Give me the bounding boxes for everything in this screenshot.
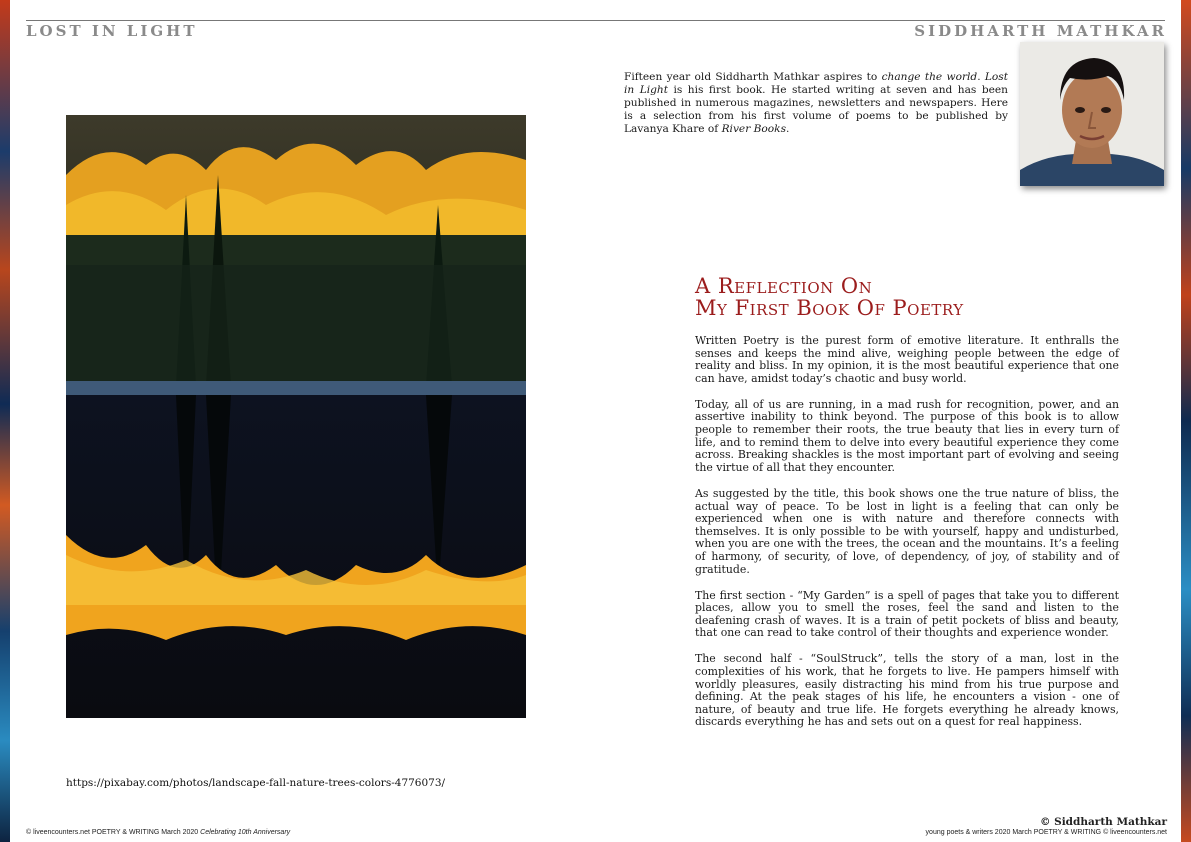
article-paragraph: The second half - “SoulStruck”, tells the story of a man, lost in the complexities of his work, that he forgets to live. He pampers himself with worldly pleasures, easily distracting his mind from his true purpose and defining. At the peak stages of his life, he encounters a vision - one of nature, of beauty and true life. He forgets everything he already knows, discards everything he has and sets out on a quest for real happiness. — [695, 652, 1119, 729]
article-paragraph: Written Poetry is the purest form of emotive literature. It enthralls the senses and keeps the mind alive, weighing people between the edge of reality and bliss. In my opinion, it is the most beautiful experience that one can have, amidst today’s chaotic and busy world. — [695, 334, 1119, 385]
autumn-lake-photo — [66, 115, 526, 718]
article-paragraph: Today, all of us are running, in a mad rush for recognition, power, and an assertive inability to think beyond. The purpose of this book is to allow people to remember their roots, the true beauty that lies in every turn of life, and to remind them to delve into every beautiful experience they come across. Breaking shackles is the most important part of evolving and seeing the virtue of all that they encounter. — [695, 397, 1119, 474]
footer-left: © liveencounters.net POETRY & WRITING March 2020 Celebrating 10th Anniversary — [26, 829, 291, 836]
photo-credit: https://pixabay.com/photos/landscape-fall-nature-trees-colors-4776073/ — [66, 777, 446, 789]
header-rule — [26, 20, 1165, 21]
running-head-right: SIDDHARTH MATHKAR — [914, 22, 1167, 40]
lake-reflection-illustration — [66, 115, 526, 718]
footer-right: young poets & writers 2020 March POETRY & WRITING © liveencounters.net — [925, 829, 1167, 836]
article-title — [695, 275, 964, 319]
article-paragraph: The first section - “My Garden” is a spell of pages that take you to different places, allow you to smell the roses, feel the sand and listen to the deafening crash of waves. It is a train of petit pockets of bliss and beauty, that one can read to take control of their thoughts and experience wonder. — [695, 588, 1119, 640]
author-portrait — [1020, 42, 1164, 186]
left-decorative-edge — [0, 0, 10, 842]
author-signature: © Siddharth Mathkar — [1039, 816, 1167, 828]
portrait-illustration — [1020, 42, 1164, 186]
article-paragraph: As suggested by the title, this book shows one the true nature of bliss, the actual way of peace. To be lost in light is a feeling that can only be experienced when one is with nature and therefore connects with themselves. It is only possible to be with yourself, happy and undisturbed, when you are one with the trees, the ocean and the mountains. It’s a feeling of harmony, of security, of love, of dependency, of joy, of stability and of gratitude. — [695, 486, 1119, 576]
author-intro: Fifteen year old Siddharth Mathkar aspires to change the world. Lost in Light is his first book. He started writing at seven and has been published in numerous magazines, newsletters and newspapers. Here is a selection from his first volume of poems to be published by Lavanya Khare of River Books. — [624, 71, 1008, 135]
running-head-left: LOST IN LIGHT — [26, 22, 198, 40]
article-title-line-2: My First Book Of Poetry — [695, 296, 964, 320]
right-decorative-edge — [1181, 0, 1191, 842]
magazine-page — [10, 0, 1181, 842]
article-title-line-1: A Reflection On — [695, 274, 873, 298]
article-body — [695, 335, 1119, 743]
